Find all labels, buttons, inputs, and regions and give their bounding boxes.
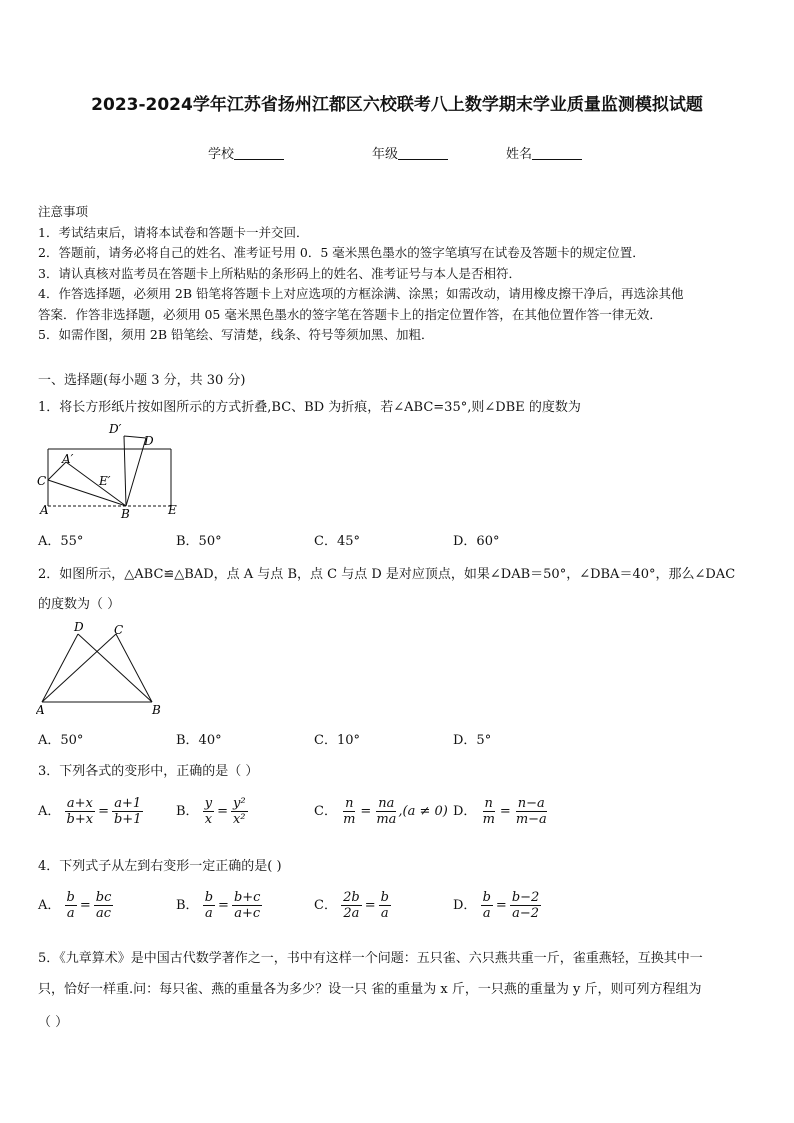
grade-label: 年级 (372, 147, 399, 162)
fraction: $\frac{b}{a}$ (204, 890, 214, 921)
notice-item: 1．考试结束后，请将本试卷和答题卡一并交回． (38, 224, 309, 240)
q2-stem-line2: 的度数为（ ） (38, 597, 121, 612)
option-letter: B． (176, 898, 199, 913)
option-letter: A． (38, 898, 61, 913)
fraction: $\frac{y}{x}$ (204, 796, 213, 827)
label-b: B (121, 507, 130, 518)
segment-cb (116, 634, 152, 702)
label-d: D (144, 434, 154, 448)
name-blank (532, 147, 582, 160)
q3-stem: 3．下列各式的变形中，正确的是（ ） (38, 764, 259, 779)
label-a: A (40, 503, 49, 517)
q3-option-d[interactable]: D． $\frac{n}{m}$ = $\frac{n-a}{m-a}$ (453, 796, 547, 827)
fraction: $\frac{n}{m}$ (482, 796, 495, 827)
name-field (506, 143, 582, 162)
q1-option-d[interactable]: D．60° (453, 534, 500, 549)
q5-stem-line2: 只，恰好一样重.问：每只雀、燕的重量各为多少？设一只 雀的重量为 x 斤，一只燕的重量为 y 斤，则可列方程组为 (38, 982, 702, 997)
label-b: B (152, 703, 161, 717)
school-label: 学校 (208, 147, 235, 162)
fraction: $\frac{b}{a}$ (380, 890, 389, 921)
fraction: $\frac{a+1}{b+1}$ (113, 796, 142, 827)
section-heading: 一、选择题(每小题 3 分，共 30 分) (38, 373, 246, 388)
fold-bdp (124, 436, 126, 506)
q4-option-c[interactable]: C． $\frac{2b}{2a}$ = $\frac{b}{a}$ (314, 890, 389, 921)
option-letter: D． (453, 898, 477, 913)
notice-item: 3．请认真核对监考员在答题卡上所粘贴的条形码上的姓名、准考证号与本人是否相符． (38, 265, 521, 281)
option-letter: C． (314, 898, 337, 913)
fraction: $\frac{n-a}{m-a}$ (515, 796, 547, 827)
fraction: $\frac{a+x}{b+x}$ (66, 796, 94, 827)
q1-option-c[interactable]: C．45° (314, 534, 360, 549)
label-e-prime: E′ (99, 474, 111, 488)
q1-option-b[interactable]: B．50° (176, 534, 222, 549)
condition: ,(a ≠ 0) (398, 804, 448, 819)
q2-option-d[interactable]: D．5° (453, 733, 492, 748)
fraction: $\frac{bc}{ac}$ (95, 890, 112, 921)
q2-figure (36, 618, 176, 718)
q4-option-a[interactable]: A． $\frac{b}{a}$ = $\frac{bc}{ac}$ (38, 890, 112, 921)
label-c: C (114, 623, 124, 637)
notice-heading: 注意事项 (38, 204, 89, 219)
q2-stem-line1: 2．如图所示，△ABC≌△BAD，点 A 与点 B，点 C 与点 D 是对应顶点，如果∠DAB＝50°，∠DBA＝40°，那么∠DAC (38, 567, 736, 582)
notice-item: 答案．作答非选择题，必须用 05 毫米黑色墨水的签字笔在答题卡上的指定位置作答，在其他位置作答一律无效． (38, 306, 662, 322)
notice-item: 4．作答选择题，必须用 2B 铅笔将答题卡上对应选项的方框涂满、涂黑；如需改动，请用橡皮擦干净后，再选涂其他 (38, 286, 684, 301)
segment-ad (42, 634, 78, 702)
notice-block (38, 202, 758, 346)
notice-item: 2．答题前，请务必将自己的姓名、准考证号用 0．5 毫米黑色墨水的签字笔填写在试卷及答题卡的规定位置． (38, 245, 645, 260)
q3-option-a[interactable]: A． $\frac{a+x}{b+x}$ = $\frac{a+1}{b+1}$ (38, 796, 142, 827)
q3-option-c[interactable]: C． $\frac{n}{m}$ = $\frac{na}{ma}$ ,(a ≠ 0) (314, 796, 448, 827)
grade-blank (398, 147, 448, 160)
fold-db (126, 438, 146, 506)
q3-option-b[interactable]: B． $\frac{y}{x}$ = $\frac{\text{y²}}{\text{x²}}$ (176, 796, 246, 827)
fold-dpd (124, 436, 146, 438)
q4-option-d[interactable]: D． $\frac{b}{a}$ = $\frac{b-2}{a-2}$ (453, 890, 540, 921)
option-letter: D． (453, 804, 477, 819)
segment-db (78, 634, 152, 702)
label-a-prime: A′ (62, 452, 74, 466)
fraction: $\frac{b}{a}$ (66, 890, 75, 921)
fraction: $\frac{b}{a}$ (482, 890, 491, 921)
label-c: C (37, 474, 47, 488)
fraction: $\frac{b+c}{a+c}$ (233, 890, 261, 921)
school-field (208, 143, 284, 162)
q5-stem-line1: 5．《九章算术》是中国古代数学著作之一，书中有这样一个问题：五只雀、六只燕共重一斤，雀重燕轻，互换其中一 (38, 951, 703, 966)
segment-ac (42, 634, 116, 702)
q4-stem: 4．下列式子从左到右变形一定正确的是( ) (38, 859, 282, 874)
fold-bc (48, 480, 126, 506)
fold-ab (66, 462, 126, 506)
label-a: A (36, 703, 45, 717)
grade-field (372, 143, 448, 162)
q1-stem: 1．将长方形纸片按如图所示的方式折叠,BC、BD 为折痕，若∠ABC=35°,则∠DBE 的度数为 (38, 400, 581, 415)
fraction: $\frac{na}{ma}$ (376, 796, 397, 827)
label-d: D (74, 620, 84, 634)
fraction: $\frac{n}{m}$ (343, 796, 356, 827)
fraction: $\frac{b-2}{a-2}$ (511, 890, 540, 921)
q2-option-a[interactable]: A．50° (38, 733, 84, 748)
q4-option-b[interactable]: B． $\frac{b}{a}$ = $\frac{b+c}{a+c}$ (176, 890, 261, 921)
option-letter: B． (176, 804, 199, 819)
name-label: 姓名 (506, 147, 533, 162)
fraction: $\frac{\text{y²}}{\text{x²}}$ (232, 796, 246, 827)
label-d-prime: D′ (109, 422, 122, 436)
q5-stem-line3: （ ） (38, 1015, 69, 1030)
notice-item: 5．如需作图，须用 2B 铅笔绘、写清楚，线条、符号等须加黑、加粗． (38, 327, 434, 342)
q1-option-a[interactable]: A．55° (38, 534, 84, 549)
option-letter: A． (38, 804, 61, 819)
label-e: E (168, 503, 177, 517)
q1-figure (36, 418, 186, 518)
page-title: 2023-2024学年江苏省扬州江都区六校联考八上数学期末学业质量监测模拟试题 (91, 95, 703, 115)
fraction: $\frac{2b}{2a}$ (343, 890, 360, 921)
option-letter: C． (314, 804, 337, 819)
q2-option-b[interactable]: B．40° (176, 733, 222, 748)
school-blank (234, 147, 284, 160)
q2-option-c[interactable]: C．10° (314, 733, 360, 748)
